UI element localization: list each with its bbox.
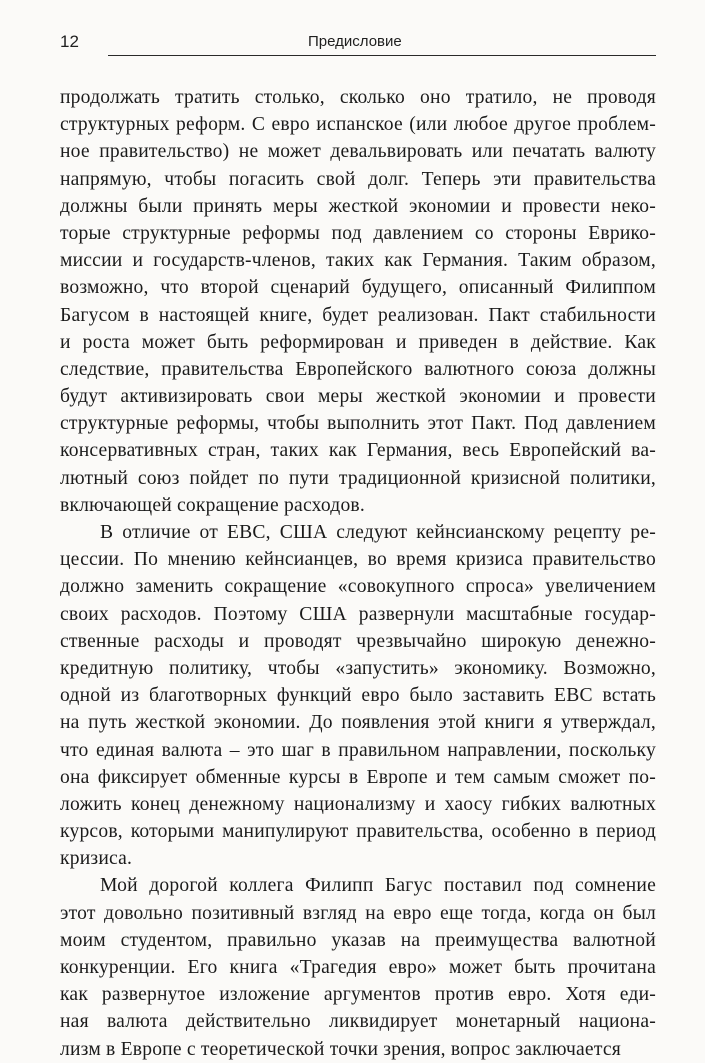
text-line: должно заменить сокращение «совокупного спроса» увеличением	[60, 576, 656, 598]
text-line: конкуренции. Его книга «Трагедия евро» может быть прочитана	[60, 957, 656, 978]
header-rule	[108, 55, 656, 56]
text-line: торые структурные реформы под давлением со стороны Еврико-	[60, 222, 656, 244]
text-line: ственные расходы и проводят чрезвычайно широкую денежно-	[60, 630, 656, 652]
text-line: одной из благотворных функций евро было заставить ЕВС встать	[60, 685, 656, 707]
text-line: кризиса.	[60, 848, 133, 870]
text-line: на путь жесткой экономии. До появления этой книги я утверждал,	[60, 712, 656, 734]
paragraph	[60, 84, 656, 519]
text-line: будут активизировать свои меры жесткой экономии и провести	[60, 386, 656, 408]
text-line: консервативных стран, таких как Германия, весь Европейский ва-	[60, 440, 656, 462]
text-line: миссии и государств-членов, таких как Германия. Таким образом,	[60, 250, 656, 272]
text-line: как развернутое изложение аргументов против евро. Хотя еди-	[60, 984, 656, 1006]
text-line: что единая валюта – это шаг в правильном направлении, поскольку	[60, 739, 656, 761]
text-line: возможно, что второй сценарий будущего, описанный Филиппом	[60, 277, 656, 299]
text-line: ное правительство) не может девальвировать или печатать валюту	[60, 141, 656, 163]
text-line: структурные реформы, чтобы выполнить этот Пакт. Под давлением	[60, 413, 656, 435]
text-line: этот довольно позитивный взгляд на евро еще тогда, когда он был	[60, 902, 656, 924]
running-title: Предисловие	[308, 33, 402, 50]
text-line: структурных реформ. С евро испанское (или любое другое проблем-	[60, 114, 656, 136]
text-line: Багусом в настоящей книге, будет реализован. Пакт стабильности	[60, 304, 656, 326]
text-line: кредитную политику, чтобы «запустить» экономику. Возможно,	[60, 657, 656, 679]
paragraph	[60, 519, 656, 872]
paragraph	[60, 872, 656, 1062]
text-line: она фиксирует обменные курсы в Европе и тем самым сможет по-	[60, 766, 656, 788]
page-number: 12	[60, 32, 79, 51]
text-line: В отличие от ЕВС, США следуют кейнсианскому рецепту ре-	[100, 522, 656, 543]
text-line: включающей сокращение расходов.	[60, 494, 365, 516]
text-line: и роста может быть реформирован и приведен в действие. Как	[60, 331, 656, 353]
text-line: ная валюта действительно ликвидирует монетарный национа-	[60, 1011, 656, 1033]
text-line: продолжать тратить столько, сколько оно тратило, не проводя	[60, 87, 656, 108]
page-header	[60, 28, 656, 58]
text-line: цессии. По мнению кейнсианцев, во время кризиса правительство	[60, 549, 656, 571]
text-line: Мой дорогой коллега Филипп Багус поставил под сомнение	[100, 875, 656, 897]
text-line: ложить конец денежному национализму и хаосу гибких валютных	[60, 793, 656, 815]
text-line: лизм в Европе с теоретической точки зрения, вопрос заключается	[60, 1038, 621, 1060]
body-text	[60, 84, 656, 1063]
text-line: курсов, которыми манипулируют правительства, особенно в период	[60, 821, 656, 843]
text-line: лютный союз пойдет по пути традиционной кризисной политики,	[60, 467, 656, 489]
text-line: должны были принять меры жесткой экономии и провести неко-	[60, 195, 656, 217]
text-line: своих расходов. Поэтому США развернули масштабные государ-	[60, 603, 656, 625]
text-line: моим студентом, правильно указав на преимущества валютной	[60, 929, 656, 951]
text-line: следствие, правительства Европейского валютного союза должны	[60, 358, 656, 380]
text-line: напрямую, чтобы погасить свой долг. Теперь эти правительства	[60, 168, 656, 190]
